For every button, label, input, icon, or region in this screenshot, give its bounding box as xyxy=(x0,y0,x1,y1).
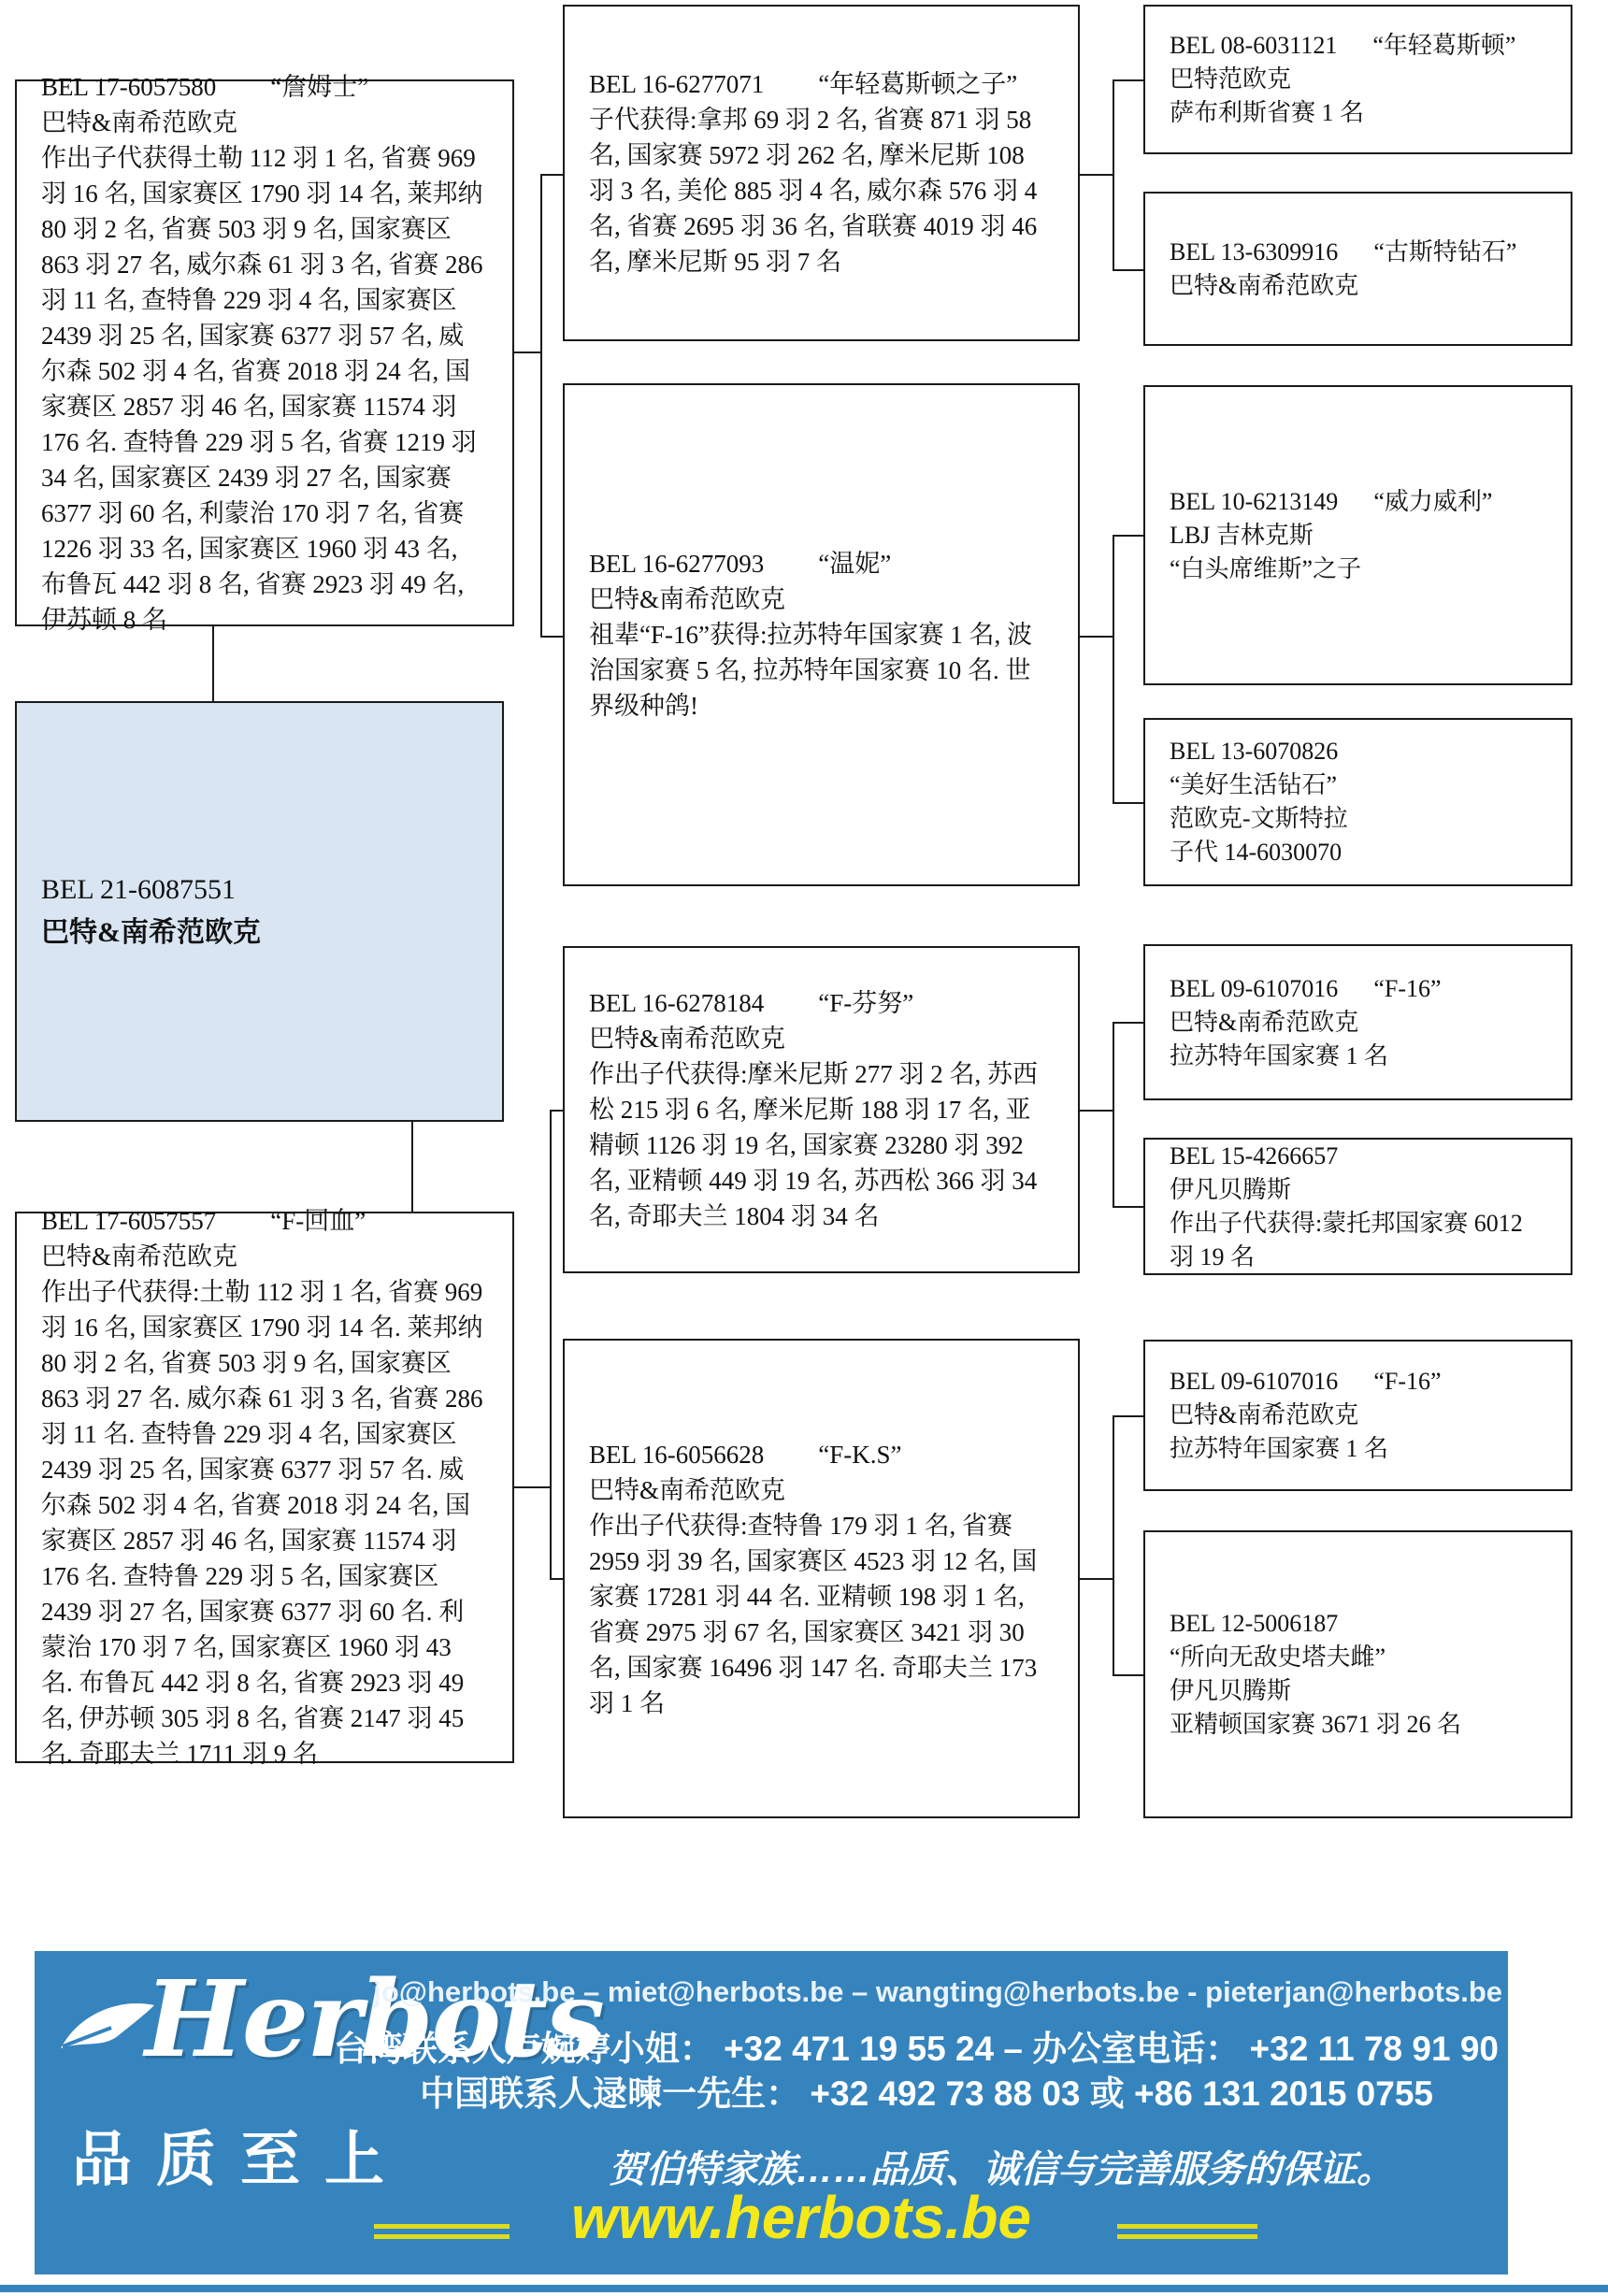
connector-line xyxy=(540,636,565,638)
detail-line: 巴特&南希范欧克 xyxy=(1170,1008,1359,1036)
family-slogan: 贺伯特家族……品质、诚信与完善服务的保证。 xyxy=(609,2149,1394,2190)
detail-line: LBJ 吉林克斯 xyxy=(1170,521,1314,549)
ring-row xyxy=(589,66,1054,102)
connector-line xyxy=(1080,636,1113,638)
owner-line: 巴特&南希范欧克 xyxy=(589,1475,786,1504)
ring-number: BEL 13-6309916 xyxy=(1170,237,1339,265)
connector-line xyxy=(212,626,214,701)
ring-row xyxy=(41,1203,488,1239)
connector-line xyxy=(1113,1022,1114,1208)
feather-icon xyxy=(55,2000,158,2074)
pedigree-box-granddam-2 xyxy=(563,1339,1080,1818)
detail-line: 作出子代获得:蒙托邦国家赛 6012 羽 19 名 xyxy=(1170,1209,1523,1270)
ring-number: BEL 09-6107016 xyxy=(1170,974,1339,1002)
detail-line: 伊凡贝腾斯 xyxy=(1170,1175,1292,1203)
connector-line xyxy=(411,1122,413,1212)
results-text: 子代获得:拿邦 69 羽 2 名, 省赛 871 羽 58 名, 国家赛 5972 羽 262 名, 摩米尼斯 108 羽 3 名, 美伦 885 羽 4 名, 威尔森 576 羽 4 名, 省赛 2695 羽 36 名, 省联赛 4019 羽 46 名, 摩米尼斯 95 羽 7 名 xyxy=(589,106,1038,276)
ring-row xyxy=(1170,29,1546,63)
connector-line xyxy=(1113,1674,1143,1676)
connector-line xyxy=(540,174,565,176)
pedigree-box-ggparent-8 xyxy=(1143,1530,1572,1818)
connector-line xyxy=(514,352,540,353)
ring-number: BEL 16-6278184 xyxy=(589,989,765,1017)
ring-number: BEL 10-6213149 xyxy=(1170,487,1339,515)
connector-line xyxy=(1113,1415,1143,1417)
divider-lines-right xyxy=(1117,2224,1257,2239)
ring-row xyxy=(1170,236,1546,269)
pedigree-box-ggparent-2 xyxy=(1143,192,1572,346)
logo-slogan: 品质至上 xyxy=(72,2126,409,2193)
results-text: 作出子代获得:摩米尼斯 277 羽 2 名, 苏西松 215 羽 6 名, 摩米尼斯 188 羽 17 名, 亚精顿 1126 羽 19 名, 国家赛 23280 羽 392 名, 亚精顿 449 羽 19 名, 苏西松 366 羽 34 名, 奇耶夫兰 1804 羽 34 名 xyxy=(589,1060,1039,1230)
owner-line: 巴特&南希范欧克 xyxy=(41,917,261,948)
ring-number: BEL 12-5006187 xyxy=(1170,1610,1339,1637)
connector-line xyxy=(1113,79,1114,271)
pedigree-box-ggparent-7 xyxy=(1143,1340,1572,1491)
connector-line xyxy=(1113,1206,1143,1208)
results-text: 祖辈“F-16”获得:拉苏特年国家赛 1 名, 波治国家赛 5 名, 拉苏特年国家赛 10 名. 世界级种鸽! xyxy=(589,621,1032,720)
pigeon-name: “年轻葛斯顿之子” xyxy=(818,70,1018,98)
pedigree-box-ggparent-6 xyxy=(1143,1138,1572,1275)
ring-number: BEL 16-6277071 xyxy=(589,70,765,98)
ring-number: BEL 17-6057580 xyxy=(41,72,217,101)
detail-line: 子代 14-6030070 xyxy=(1170,839,1342,866)
detail-line: 伊凡贝腾斯 xyxy=(1170,1677,1292,1704)
pedigree-box-dam xyxy=(15,1207,514,1768)
divider-lines-left xyxy=(374,2224,510,2239)
pigeon-name: “詹姆士” xyxy=(270,72,369,101)
ring-row xyxy=(589,985,1054,1021)
pigeon-name: “F-16” xyxy=(1373,974,1442,1002)
ring-number: BEL 09-6107016 xyxy=(1170,1368,1339,1395)
detail-line: 巴特&南希范欧克 xyxy=(1170,271,1359,299)
connector-line xyxy=(1080,1578,1113,1580)
herbots-banner xyxy=(35,1951,1508,2274)
pedigree-box-ggparent-3 xyxy=(1143,385,1572,685)
detail-line: “所向无敌史塔夫雌” xyxy=(1170,1643,1386,1671)
connector-line xyxy=(1113,802,1143,804)
pedigree-box-sire xyxy=(15,72,514,634)
detail-line: 萨布利斯省赛 1 名 xyxy=(1170,99,1365,126)
pedigree-box-grandsire-2 xyxy=(563,946,1080,1273)
owner-line: 巴特&南希范欧克 xyxy=(589,585,786,613)
connector-line xyxy=(1113,535,1114,804)
connector-line xyxy=(550,1110,565,1112)
detail-line: 拉苏特年国家赛 1 名 xyxy=(1170,1435,1389,1462)
ring-row xyxy=(1170,1365,1546,1399)
ring-row xyxy=(589,1437,1054,1472)
pedigree-box-grandsire-1 xyxy=(563,5,1080,341)
pigeon-name: “年轻葛斯顿” xyxy=(1372,32,1516,59)
contact-taiwan: 台湾联系人卢婉婷小姐： +32 471 19 55 24 – 办公室电话： +32 11 78 91 90 xyxy=(333,2030,1499,2068)
herbots-logo: Herbots xyxy=(145,1959,603,2081)
ring-row xyxy=(41,69,488,105)
contact-emails: jo@herbots.be – miet@herbots.be – wangting@herbots.be - pieterjan@herbots.be xyxy=(373,1975,1502,2008)
connector-line xyxy=(514,1486,552,1488)
ring-number: BEL 15-4266657 xyxy=(1170,1141,1339,1170)
connector-line xyxy=(1113,269,1143,271)
connector-line xyxy=(1113,79,1143,81)
pigeon-name: “温妮” xyxy=(818,550,892,578)
ring-number: BEL 16-6056628 xyxy=(589,1440,765,1469)
contact-china: 中国联系人逯暕一先生： +32 492 73 88 03 或 +86 131 2015 0755 xyxy=(420,2074,1433,2113)
detail-line: “白头席维斯”之子 xyxy=(1170,554,1362,582)
owner-line: 巴特&南希范欧克 xyxy=(589,1025,786,1053)
pedigree-box-ggparent-5 xyxy=(1143,944,1572,1100)
ring-number: BEL 17-6057557 xyxy=(41,1207,217,1235)
detail-line: 亚精顿国家赛 3671 羽 26 名 xyxy=(1170,1711,1462,1738)
connector-line xyxy=(540,174,542,638)
results-text: 作出子代获得:查特鲁 179 羽 1 名, 省赛 2959 羽 39 名, 国家赛区 4523 羽 12 名, 国家赛 17281 羽 44 名. 亚精顿 198 羽 1 名, 省赛 2975 羽 67 名, 国家赛区 3421 羽 30 名, 国家赛 16496 羽 147 名. 奇耶夫兰 173 羽 1 名 xyxy=(589,1511,1038,1717)
ring-row xyxy=(589,546,1054,581)
connector-line xyxy=(550,1110,552,1580)
pigeon-name: “F-K.S” xyxy=(818,1440,902,1469)
results-text: 作出子代获得土勒 112 羽 1 名, 省赛 969 羽 16 名, 国家赛区 1790 羽 14 名, 莱邦纳 80 羽 2 名, 省赛 503 羽 9 名, 国家赛区 863 羽 27 名, 威尔森 61 羽 3 名, 省赛 286 羽 11 名, 查特鲁 229 羽 4 名, 国家赛区 2439 羽 25 名, 国家赛 6377 羽 57 名, 威尔森 502 羽 4 名, 省赛 2018 羽 24 名, 国家赛区 2857 羽 46 名, 国家赛 11574 羽 176 名. 查特鲁 229 羽 5 名, 省赛 1219 羽 34 名, 国家赛区 2439 羽 27 名, 国家赛 6377 羽 60 名, 利蒙治 170 羽 7 名, 省赛 1226 羽 33 名, 国家赛区 1960 羽 43 名, 布鲁瓦 442 羽 8 名, 省赛 2923 羽 49 名, 伊苏顿 8 名 xyxy=(41,143,483,634)
connector-line xyxy=(1113,1022,1143,1024)
ring-number: BEL 13-6070826 xyxy=(1170,738,1339,765)
pigeon-name: “F-芬努” xyxy=(818,989,914,1017)
detail-line: 拉苏特年国家赛 1 名 xyxy=(1170,1041,1389,1069)
pedigree-box-ggparent-4 xyxy=(1143,718,1572,886)
owner-line: 巴特&南希范欧克 xyxy=(41,108,238,136)
ring-row xyxy=(1170,972,1546,1006)
detail-line: “美好生活钻石” xyxy=(1170,771,1338,798)
connector-line xyxy=(550,1578,565,1580)
detail-line: 巴特范欧克 xyxy=(1170,65,1292,93)
ring-row xyxy=(1170,1607,1546,1641)
ring-row xyxy=(1170,485,1546,519)
ring-row xyxy=(1170,1140,1546,1173)
connector-line xyxy=(1113,1415,1114,1676)
ring-number: BEL 21-6087551 xyxy=(41,874,237,905)
connector-line xyxy=(1080,1110,1113,1112)
detail-line: 巴特&南希范欧克 xyxy=(1170,1401,1359,1428)
results-text: 作出子代获得:土勒 112 羽 1 名, 省赛 969 羽 16 名, 国家赛区 1790 羽 14 名. 莱邦纳 80 羽 2 名, 省赛 503 羽 9 名, 国家赛区 863 羽 27 名. 威尔森 61 羽 3 名, 省赛 286 羽 11 名. 查特鲁 229 羽 4 名, 国家赛区 2439 羽 25 名, 国家赛 6377 羽 57 名. 威尔森 502 羽 4 名, 省赛 2018 羽 24 名, 国家赛区 2857 羽 46 名, 国家赛 11574 羽 176 名. 查特鲁 229 羽 5 名, 国家赛区 2439 羽 27 名, 国家赛 6377 羽 60 名. 利蒙治 170 羽 7 名, 国家赛区 1960 羽 43 名. 布鲁瓦 442 羽 8 名, 省赛 2923 羽 49 名, 伊苏顿 305 羽 8 名, 省赛 2147 羽 45 名. 奇耶夫兰 1711 羽 9 名 xyxy=(41,1278,483,1768)
ring-number: BEL 16-6277093 xyxy=(589,550,765,578)
owner-line: 巴特&南希范欧克 xyxy=(41,1242,238,1270)
pigeon-name: “古斯特钻石” xyxy=(1373,237,1517,265)
pedigree-box-granddam-1 xyxy=(563,383,1080,886)
pigeon-name: “F-回血” xyxy=(270,1207,366,1235)
ring-row xyxy=(1170,735,1546,768)
pedigree-box-ggparent-1 xyxy=(1143,5,1572,154)
connector-line xyxy=(1113,535,1143,537)
detail-line: 范欧克-文斯特拉 xyxy=(1170,805,1348,832)
pigeon-name: “威力威利” xyxy=(1373,487,1493,515)
bottom-rule xyxy=(0,2285,1608,2292)
website-text: www.herbots.be xyxy=(571,2184,1031,2251)
connector-line xyxy=(1080,174,1113,176)
pigeon-name: “F-16” xyxy=(1373,1368,1442,1395)
ring-number: BEL 08-6031121 xyxy=(1170,32,1338,59)
subject-box xyxy=(15,701,504,1122)
